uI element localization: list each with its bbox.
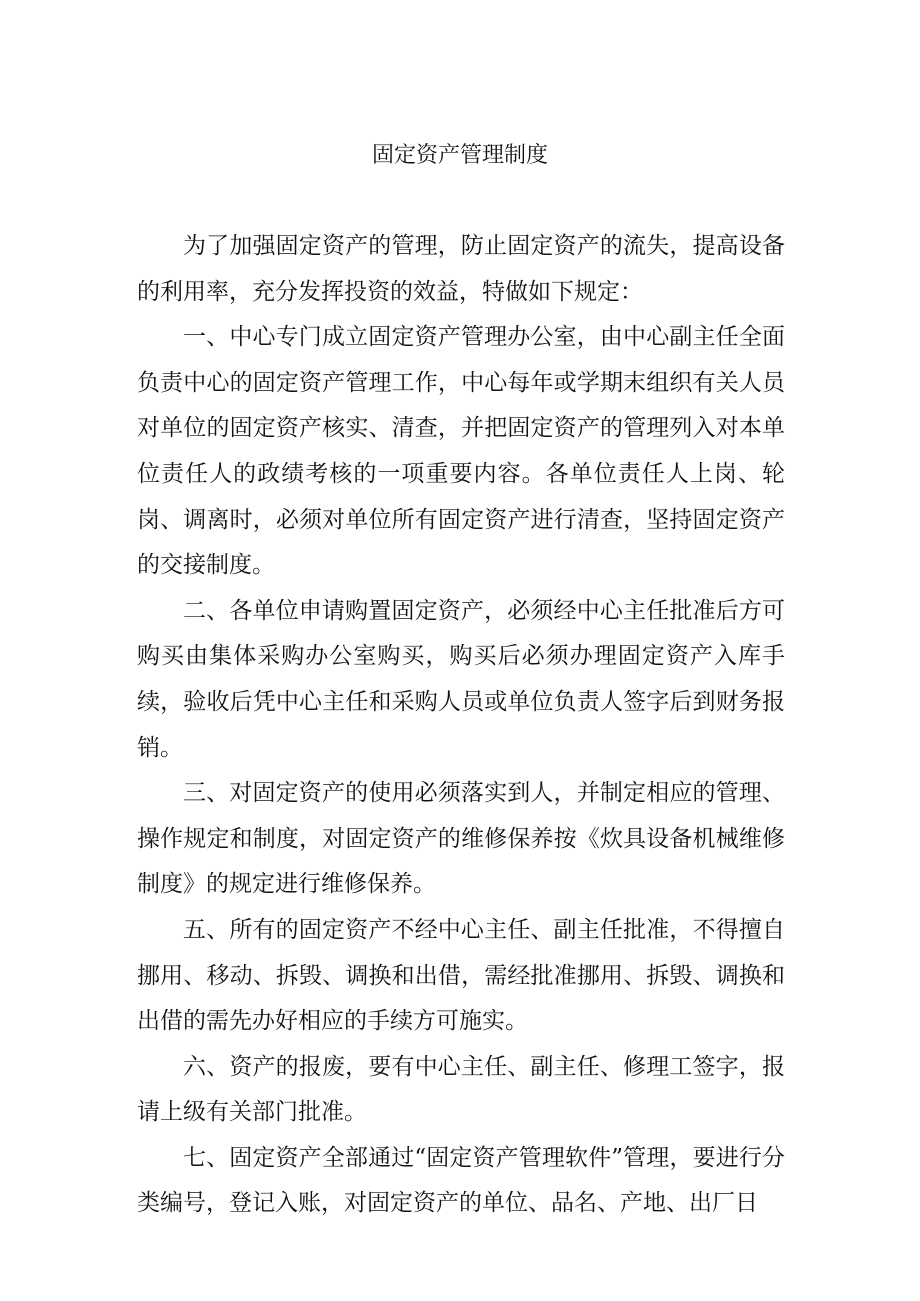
paragraph-clause-3: 三、对固定资产的使用必须落实到人，并制定相应的管理、操作规定和制度，对固定资产的维修保养按《炊具设备机械维修制度》的规定进行维修保养。 [137, 780, 785, 898]
paragraph-clause-5: 五、所有的固定资产不经中心主任、副主任批准，不得擅自挪用、移动、拆毁、调换和出借，需经批准挪用、拆毁、调换和出借的需先办好相应的手续方可施实。 [137, 916, 785, 1035]
document-body [137, 224, 785, 1227]
paragraph-clause-6: 六、资产的报废，要有中心主任、副主任、修理工签字，报请上级有关部门批准。 [137, 1053, 785, 1126]
paragraph-intro: 为了加强固定资产的管理，防止固定资产的流失，提高设备的利用率，充分发挥投资的效益，特做如下规定： [137, 233, 785, 305]
paragraph-clause-1: 一、中心专门成立固定资产管理办公室，由中心副主任全面负责中心的固定资产管理工作，中心每年或学期末组织有关人员对单位的固定资产核实、清查，并把固定资产的管理列入对本单位责任人的政绩考核的一项重要内容。各单位责任人上岗、轮岗、调离时，必须对单位所有固定资产进行清查，坚持固定资产的交接制度。 [137, 324, 785, 579]
document-title: 固定资产管理制度 [371, 143, 548, 168]
paragraph-clause-7: 七、固定资产全部通过“固定资产管理软件”管理，要进行分类编号，登记入账，对固定资产的单位、品名、产地、出厂日 [137, 1144, 785, 1217]
paragraph-clause-2: 二、各单位申请购置固定资产，必须经中心主任批准后方可购买由集体采购办公室购买，购买后必须办理固定资产入库手续，验收后凭中心主任和采购人员或单位负责人签字后到财务报销。 [137, 597, 785, 761]
